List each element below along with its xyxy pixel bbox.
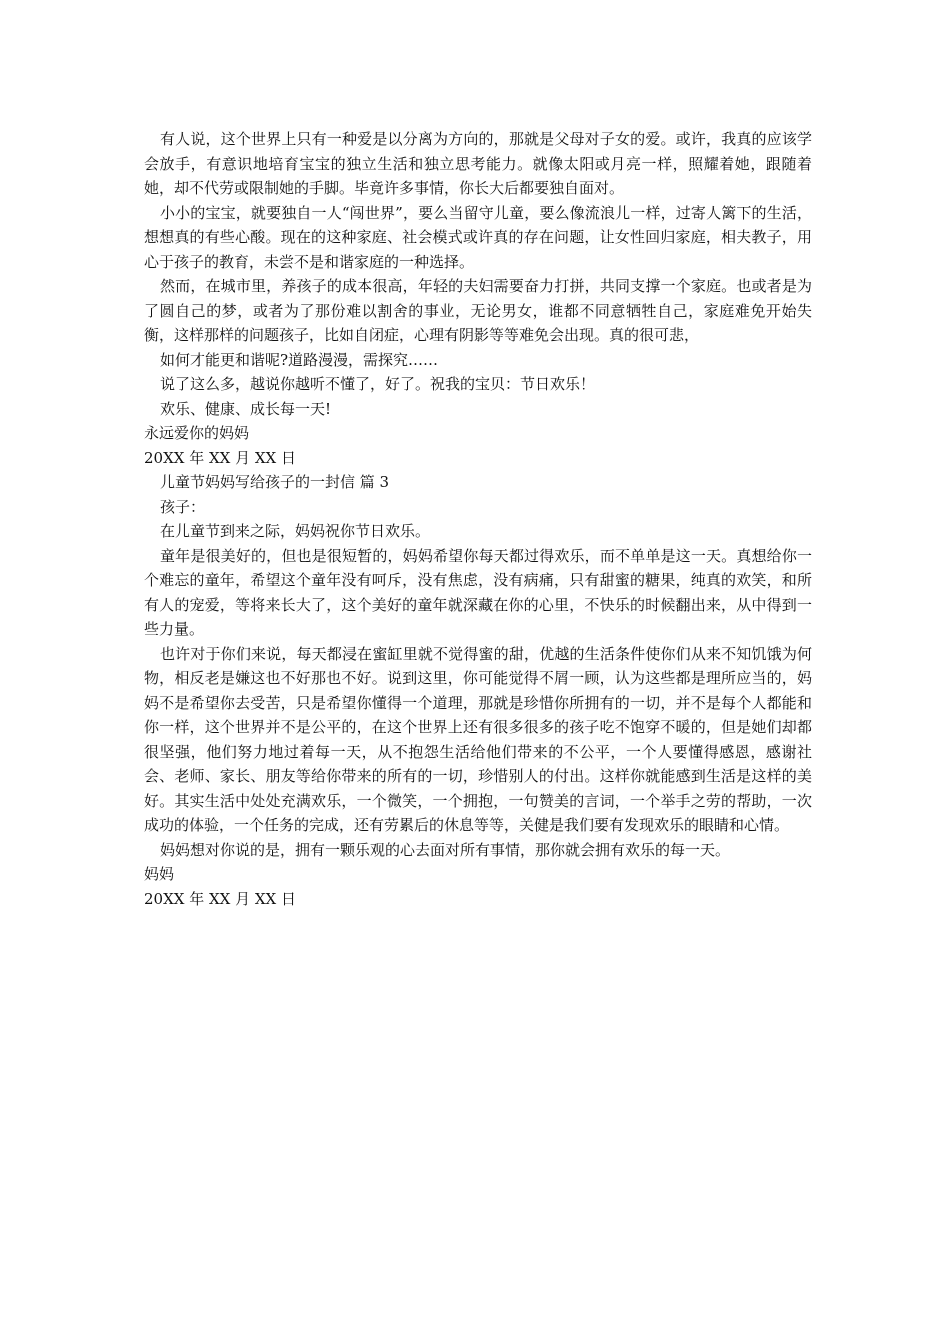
letter2-paragraph-2: 小小的宝宝，就要独自一人“闯世界”，要么当留守儿童，要么像流浪儿一样，过寄人篱下的生活，想想真的有些心酸。现在的这种家庭、社会模式或许真的存在问题，让女性回归家庭，相夫教子，用心于孩子的教育，未尝不是和谐家庭的一种选择。	[144, 203, 812, 271]
letter3-signature: 妈妈	[144, 865, 175, 883]
letter3-paragraph-3: 也许对于你们来说，每天都浸在蜜缸里就不觉得蜜的甜，优越的生活条件使你们从来不知饥饿为何物，相反老是嫌这也不好那也不好。说到这里，你可能觉得不屑一顾，认为这些都是理所应当的，妈妈不是希望你去受苦，只是希望你懂得一个道理，那就是珍惜你所拥有的一切，并不是每个人都能和你一样，这个世界并不是公平的，在这个世界上还有很多很多的孩子吃不饱穿不暖的，但是她们却都很坚强，他们努力地过着每一天，从不抱怨生活给他们带来的不公平，一个人要懂得感恩，感谢社会、老师、家长、朋友等给你带来的所有的一切，珍惜别人的付出。这样你就能感到生活是这样的美好。其实生活中处处充满欢乐，一个微笑，一个拥抱，一句赞美的言词，一个举手之劳的帮助，一次成功的体验，一个任务的完成，还有劳累后的休息等等，关健是我们要有发现欢乐的眼睛和心情。	[144, 644, 812, 834]
letter3-salutation: 孩子：	[160, 497, 206, 516]
letter2-paragraph-3: 然而，在城市里，养孩子的成本很高，年轻的夫妇需要奋力打拼，共同支撑一个家庭。也或者是为了圆自己的梦，或者为了那份难以割舍的事业，无论男女，谁都不同意牺牲自己，家庭难免开始失衡，这样那样的问题孩子，比如自闭症，心理有阴影等等难免会出现。真的很可悲，	[144, 277, 812, 344]
letter3-paragraph-4: 妈妈想对你说的是，拥有一颗乐观的心去面对所有事情，那你就会拥有欢乐的每一天。	[160, 840, 731, 859]
letter2-signature: 永远爱你的妈妈	[144, 424, 250, 442]
letter3-paragraph-2: 童年是很美好的，但也是很短暂的，妈妈希望你每天都过得欢乐，而不单单是这一天。真想给你一个难忘的童年，希望这个童年没有呵斥，没有焦虑，没有病痛，只有甜蜜的糖果，纯真的欢笑，和所有人的宠爱，等将来长大了，这个美好的童年就深藏在你的心里，不快乐的时候翻出来，从中得到一些力量。	[144, 546, 812, 638]
document-body	[144, 127, 812, 911]
letter2-paragraph-4: 如何才能更和谐呢?道路漫漫，需探究……	[160, 350, 439, 369]
letter3-paragraph-1: 在儿童节到来之际，妈妈祝你节日欢乐。	[160, 522, 431, 540]
letter2-paragraph-5: 说了这么多，越说你越听不懂了，好了。祝我的宝贝：节日欢乐！	[160, 375, 596, 393]
letter2-paragraph-6: 欢乐、健康、成长每一天!	[160, 399, 332, 418]
letter3-date: 20XX 年 XX 月 XX 日	[144, 889, 296, 908]
letter3-title: 儿童节妈妈写给孩子的一封信 篇 3	[160, 473, 390, 491]
letter2-paragraph-1: 有人说，这个世界上只有一种爱是以分离为方向的，那就是父母对子女的爱。或许，我真的应该学会放手，有意识地培育宝宝的独立生活和独立思考能力。就像太阳或月亮一样，照耀着她，跟随着她，却不代劳或限制她的手脚。毕竟许多事情，你长大后都要独自面对。	[144, 130, 812, 197]
letter2-date: 20XX 年 XX 月 XX 日	[144, 448, 296, 467]
